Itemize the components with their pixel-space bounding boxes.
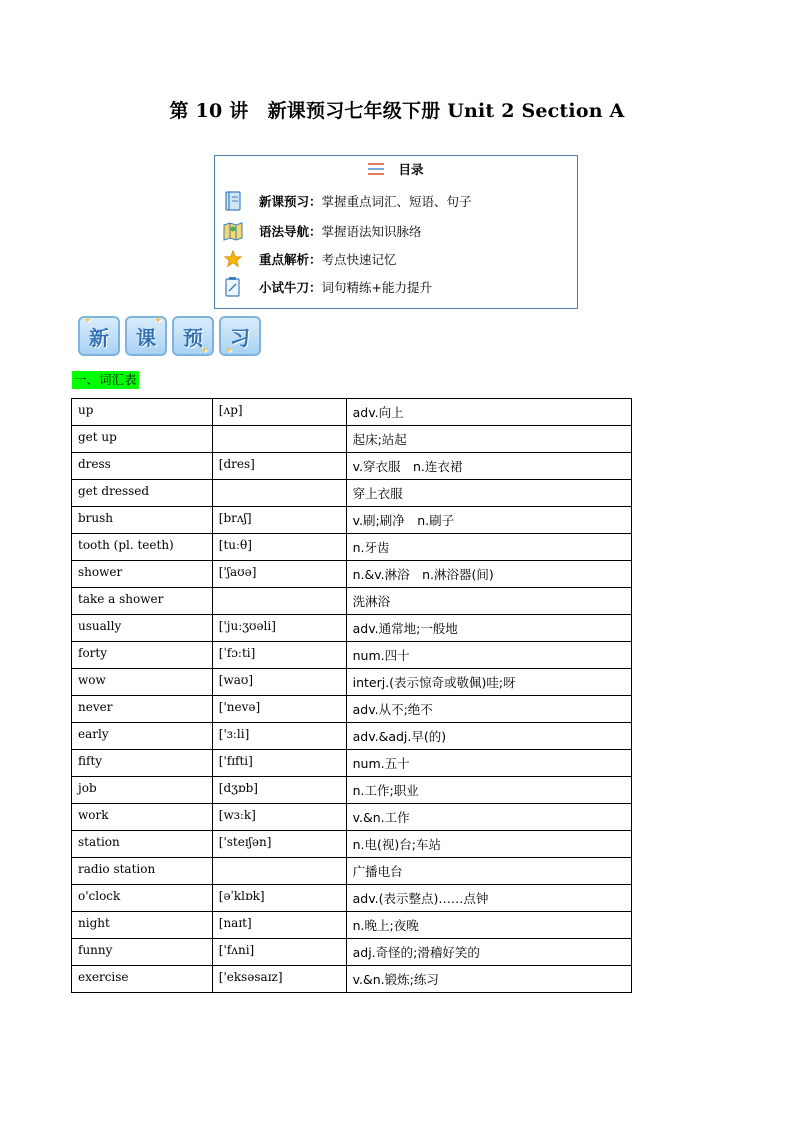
sparkle-icon: ✦: [154, 316, 162, 326]
vocab-word: shower: [72, 561, 213, 588]
vocab-phonetic: ['steɪʃən]: [212, 831, 346, 858]
table-of-contents: [214, 155, 578, 309]
vocab-meaning: adv.从不;绝不: [346, 696, 631, 723]
vocab-phonetic: [naɪt]: [212, 912, 346, 939]
vocab-meaning: 起床;站起: [346, 426, 631, 453]
table-row: [72, 615, 632, 642]
vocab-word: radio station: [72, 858, 213, 885]
vocab-word: usually: [72, 615, 213, 642]
vocab-meaning: adv.通常地;一般地: [346, 615, 631, 642]
vocab-phonetic: [212, 588, 346, 615]
vocab-word: work: [72, 804, 213, 831]
notepad-icon: [223, 277, 243, 297]
vocab-phonetic: ['eksəsaɪz]: [212, 966, 346, 993]
section-label: 一、词汇表: [74, 372, 137, 387]
table-row: [72, 804, 632, 831]
table-row: [72, 588, 632, 615]
vocab-word: brush: [72, 507, 213, 534]
sparkle-icon: ✦: [200, 346, 208, 356]
vocab-meaning: 洗淋浴: [346, 588, 631, 615]
vocab-phonetic: [waʊ]: [212, 669, 346, 696]
vocab-phonetic: [ʌp]: [212, 399, 346, 426]
vocab-meaning: v.穿衣服 n.连衣裙: [346, 453, 631, 480]
table-row: [72, 561, 632, 588]
vocab-word: early: [72, 723, 213, 750]
vocab-phonetic: ['juːʒʊəli]: [212, 615, 346, 642]
vocab-word: job: [72, 777, 213, 804]
table-row: [72, 885, 632, 912]
vocab-meaning: v.刷;刷净 n.刷子: [346, 507, 631, 534]
toc-item-practice: 小试牛刀： 词句精练+能力提升: [223, 276, 432, 298]
vocab-word: forty: [72, 642, 213, 669]
table-row: [72, 426, 632, 453]
vocab-meaning: num.四十: [346, 642, 631, 669]
vocab-word: take a shower: [72, 588, 213, 615]
vocab-phonetic: [əˈklɒk]: [212, 885, 346, 912]
table-row: [72, 669, 632, 696]
table-row: [72, 480, 632, 507]
vocab-phonetic: ['ʃaʊə]: [212, 561, 346, 588]
table-row: [72, 966, 632, 993]
toc-heading: 目录: [215, 160, 577, 178]
table-row: [72, 831, 632, 858]
vocab-meaning: n.晚上;夜晚: [346, 912, 631, 939]
table-row: [72, 939, 632, 966]
vocab-word: station: [72, 831, 213, 858]
vocab-phonetic: [dʒɒb]: [212, 777, 346, 804]
section-banner: [78, 316, 261, 358]
table-row: [72, 453, 632, 480]
vocab-meaning: 广播电台: [346, 858, 631, 885]
vocab-meaning: adv.向上: [346, 399, 631, 426]
vocab-meaning: n.牙齿: [346, 534, 631, 561]
vocab-phonetic: ['ɜːli]: [212, 723, 346, 750]
vocab-phonetic: [wɜːk]: [212, 804, 346, 831]
vocab-word: tooth (pl. teeth): [72, 534, 213, 561]
vocab-phonetic: ['fɪfti]: [212, 750, 346, 777]
vocab-word: get up: [72, 426, 213, 453]
vocab-word: o'clock: [72, 885, 213, 912]
toc-item-analysis: 重点解析： 考点快速记忆: [223, 248, 397, 270]
table-row: [72, 777, 632, 804]
table-row: [72, 750, 632, 777]
vocab-meaning: num.五十: [346, 750, 631, 777]
vocab-phonetic: [212, 858, 346, 885]
vocab-word: wow: [72, 669, 213, 696]
vocab-meaning: adv.&adj.早(的): [346, 723, 631, 750]
vocab-meaning: n.&v.淋浴 n.淋浴器(间): [346, 561, 631, 588]
banner-tile: ✦ 习: [219, 316, 261, 356]
toc-item-preview: 新课预习： 掌握重点词汇、短语、句子: [223, 190, 472, 212]
vocab-word: never: [72, 696, 213, 723]
table-row: [72, 534, 632, 561]
vocab-meaning: v.&n.锻炼;练习: [346, 966, 631, 993]
vocab-word: funny: [72, 939, 213, 966]
vocab-phonetic: ['nevə]: [212, 696, 346, 723]
vocab-word: up: [72, 399, 213, 426]
vocab-word: fifty: [72, 750, 213, 777]
banner-tile: ✦ 课: [125, 316, 167, 356]
vocab-table: [71, 398, 632, 993]
banner-tile: ✦ 预: [172, 316, 214, 356]
table-row: [72, 912, 632, 939]
banner-tile: ✦ 新: [78, 316, 120, 356]
sparkle-icon: ✦: [84, 316, 92, 326]
toc-item-grammar: 语法导航： 掌握语法知识脉络: [223, 220, 422, 242]
vocab-phonetic: [212, 480, 346, 507]
vocab-phonetic: [brʌʃ]: [212, 507, 346, 534]
star-icon: [223, 249, 243, 269]
vocab-meaning: interj.(表示惊奇或敬佩)哇;呀: [346, 669, 631, 696]
vocab-word: get dressed: [72, 480, 213, 507]
book-icon: [223, 191, 243, 211]
map-icon: [223, 221, 243, 241]
vocab-phonetic: ['fʌni]: [212, 939, 346, 966]
page-title: 第 10 讲 新课预习七年级下册 Unit 2 Section A: [169, 100, 625, 122]
table-row: [72, 642, 632, 669]
table-row: [72, 858, 632, 885]
table-row: [72, 507, 632, 534]
vocab-meaning: adv.(表示整点)……点钟: [346, 885, 631, 912]
vocab-phonetic: [212, 426, 346, 453]
vocab-meaning: v.&n.工作: [346, 804, 631, 831]
vocab-phonetic: [ˈfɔːti]: [212, 642, 346, 669]
vocab-meaning: n.工作;职业: [346, 777, 631, 804]
vocab-meaning: n.电(视)台;车站: [346, 831, 631, 858]
vocab-phonetic: [dres]: [212, 453, 346, 480]
vocab-word: exercise: [72, 966, 213, 993]
table-row: [72, 399, 632, 426]
list-icon: [368, 163, 384, 178]
table-row: [72, 723, 632, 750]
vocab-meaning: 穿上衣服: [346, 480, 631, 507]
vocab-meaning: adj.奇怪的;滑稽好笑的: [346, 939, 631, 966]
sparkle-icon: ✦: [225, 346, 233, 356]
table-row: [72, 696, 632, 723]
vocab-phonetic: [tuːθ]: [212, 534, 346, 561]
vocab-word: night: [72, 912, 213, 939]
vocab-word: dress: [72, 453, 213, 480]
